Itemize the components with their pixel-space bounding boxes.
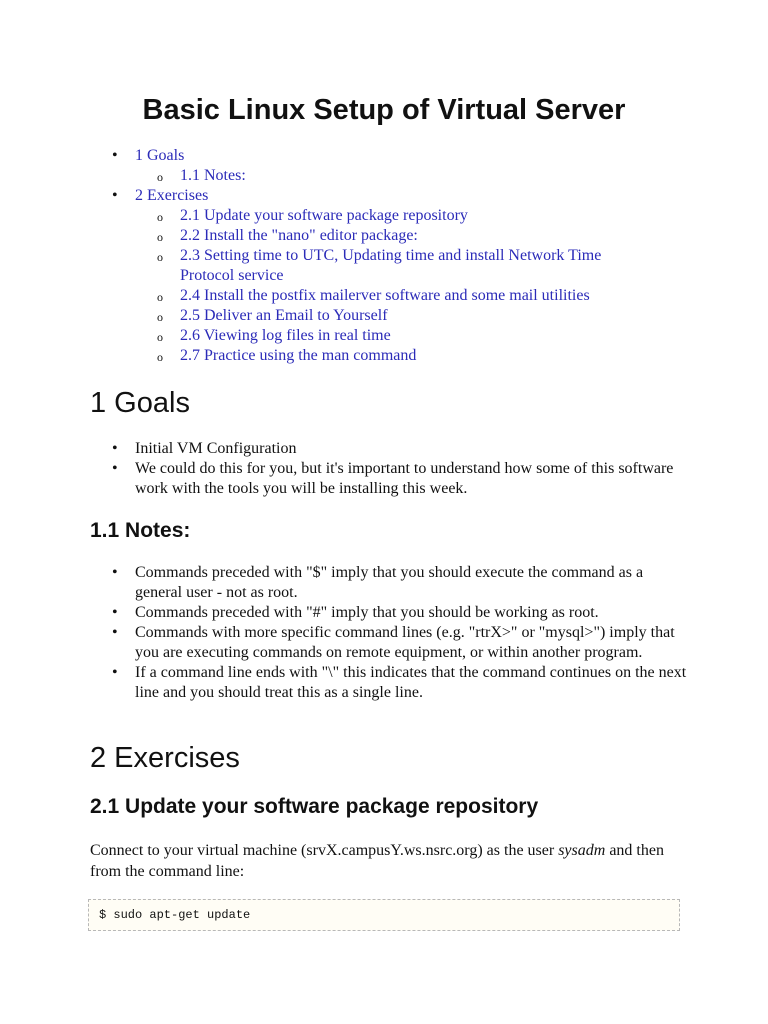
list-item-text: We could do this for you, but it's important to understand how some of this software work with the tools you will be installing this week. <box>135 460 674 497</box>
bullet-icon: • <box>112 664 118 681</box>
list-item <box>90 459 690 499</box>
circle-bullet-icon: o <box>157 230 163 244</box>
toc-link-2-3[interactable]: 2.3 Setting time to UTC, Updating time and install Network Time Protocol service <box>180 247 602 284</box>
list-item-text: Commands preceded with "$" imply that you should execute the command as a general user - not as root. <box>135 564 644 601</box>
toc-subitem <box>135 346 640 366</box>
circle-bullet-icon: o <box>157 210 163 224</box>
para-text-after: and then from the command line: <box>90 842 664 880</box>
toc-subitem <box>135 206 640 226</box>
toc-link-2-4[interactable]: 2.4 Install the postfix mailerver software and some mail utilities <box>180 287 590 304</box>
toc-link-2-5[interactable]: 2.5 Deliver an Email to Yourself <box>180 307 388 324</box>
circle-bullet-icon: o <box>157 170 163 184</box>
circle-bullet-icon: o <box>157 310 163 324</box>
username-emphasis: sysadm <box>558 842 606 859</box>
toc-item <box>90 146 690 186</box>
instruction-paragraph <box>90 840 680 882</box>
page-title: Basic Linux Setup of Virtual Server <box>142 94 626 126</box>
list-item <box>90 663 690 703</box>
circle-bullet-icon: o <box>157 350 163 364</box>
section-heading-notes: 1.1 Notes: <box>90 519 191 542</box>
section-heading-exercises: 2 Exercises <box>90 742 240 774</box>
toc-subitem <box>135 166 640 186</box>
toc-link-notes[interactable]: 1.1 Notes: <box>180 167 246 184</box>
toc-subitem <box>135 326 640 346</box>
bullet-icon: • <box>112 624 118 641</box>
toc-subitem <box>135 306 640 326</box>
list-item <box>90 603 690 623</box>
subsection-heading-2-1: 2.1 Update your software package repository <box>90 795 539 818</box>
toc-link-2-1[interactable]: 2.1 Update your software package repository <box>180 207 468 224</box>
toc-subitem <box>135 226 640 246</box>
bullet-icon: • <box>112 460 118 477</box>
bullet-icon: • <box>112 604 118 621</box>
toc-item <box>90 186 690 366</box>
bullet-icon: • <box>112 440 118 457</box>
bullet-icon: • <box>112 187 118 204</box>
list-item <box>90 563 690 603</box>
list-item-text: Initial VM Configuration <box>135 440 297 457</box>
list-item-text: If a command line ends with "\" this indicates that the command continues on the next line and you should treat this as a single line. <box>135 664 687 701</box>
toc-subitem <box>135 286 720 306</box>
para-text-before: Connect to your virtual machine (srvX.campusY.ws.nsrc.org) as the user <box>90 842 559 859</box>
section-heading-goals: 1 Goals <box>90 387 190 419</box>
toc-subitem <box>135 246 640 286</box>
toc-link-exercises[interactable]: 2 Exercises <box>135 187 209 204</box>
goals-list <box>90 439 690 499</box>
toc-link-goals[interactable]: 1 Goals <box>135 147 185 164</box>
toc-link-2-2[interactable]: 2.2 Install the "nano" editor package: <box>180 227 418 244</box>
list-item-text: Commands with more specific command lines (e.g. "rtrX>" or "mysql>") imply that you are executing commands on remote equipment, or within another program. <box>135 624 675 661</box>
bullet-icon: • <box>112 147 118 164</box>
circle-bullet-icon: o <box>157 290 163 304</box>
toc-link-2-6[interactable]: 2.6 Viewing log files in real time <box>180 327 391 344</box>
list-item <box>90 623 690 663</box>
bullet-icon: • <box>112 564 118 581</box>
list-item <box>90 439 690 459</box>
notes-list <box>90 563 690 703</box>
list-item-text: Commands preceded with "#" imply that you should be working as root. <box>135 604 599 621</box>
circle-bullet-icon: o <box>157 330 163 344</box>
circle-bullet-icon: o <box>157 250 163 264</box>
table-of-contents <box>90 146 690 366</box>
toc-link-2-7[interactable]: 2.7 Practice using the man command <box>180 347 417 364</box>
code-block: $ sudo apt-get update <box>88 899 680 931</box>
